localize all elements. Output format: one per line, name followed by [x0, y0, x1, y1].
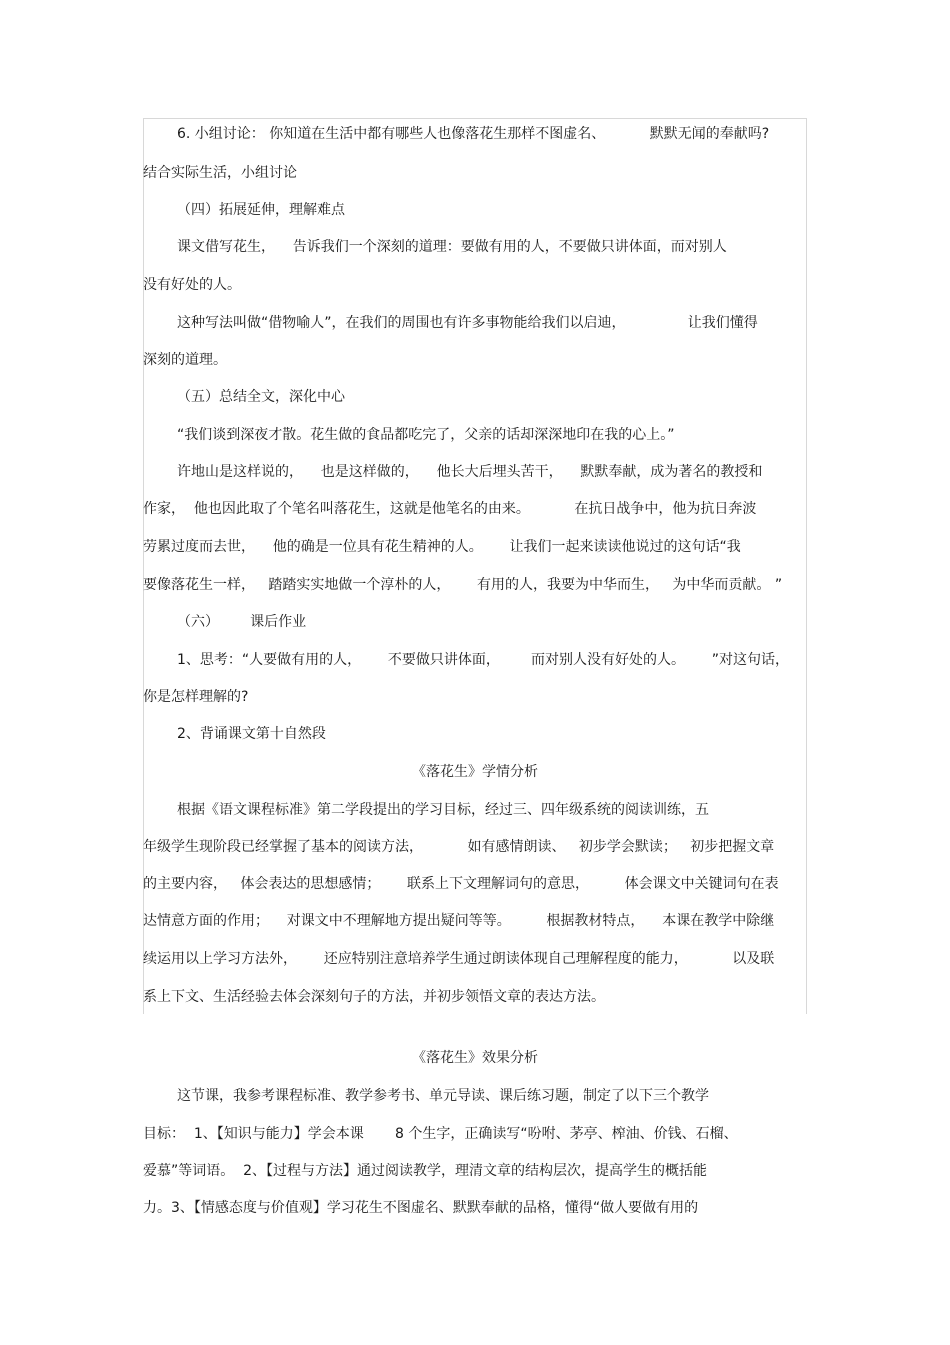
text-line: 没有好处的人。: [143, 277, 241, 293]
text-line: 根据《语文课程标准》第二学段提出的学习目标，经过三、四年级系统的阅读训练，五: [177, 802, 709, 818]
text-line: 劳累过度而去世， 他的确是一位具有花生精神的人。 让我们一起来读读他说过的这句话“我: [143, 539, 741, 555]
text-line: 这节课，我参考课程标准、教学参考书、单元导读、课后练习题，制定了以下三个教学: [177, 1088, 709, 1104]
text-line: 许地山是这样说的， 也是这样做的， 他长大后埋头苦干， 默默奉献，成为著名的教授和: [177, 464, 763, 480]
text-line: 的主要内容， 体会表达的思想感情； 联系上下文理解词句的意思， 体会课文中关键词句在表: [143, 876, 779, 892]
subheading: （五）总结全文，深化中心: [177, 389, 345, 405]
text-line: 你是怎样理解的?: [143, 689, 249, 705]
text-line: 6. 小组讨论： 你知道在生活中都有哪些人也像落花生那样不图虚名、 默默无闻的奉献吗?: [177, 126, 770, 142]
text-line: 系上下文、生活经验去体会深刻句子的方法，并初步领悟文章的表达方法。: [143, 989, 605, 1005]
text-line: 深刻的道理。: [143, 352, 227, 368]
text-line: 力。3、【情感态度与价值观】学习花生不图虚名、默默奉献的品格，懂得“做人要做有用的: [143, 1200, 699, 1216]
text-line: 年级学生现阶段已经掌握了基本的阅读方法， 如有感情朗读、 初步学会默读； 初步把握文章: [143, 839, 775, 855]
text-line: 要像落花生一样， 踏踏实实地做一个淳朴的人， 有用的人，我要为中华而生， 为中华而贡献。 ”: [143, 577, 783, 593]
text-line: 续运用以上学习方法外， 还应特别注意培养学生通过朗读体现自己理解程度的能力， 以及联: [143, 951, 775, 967]
text-line: 1、思考：“人要做有用的人， 不要做只讲体面， 而对别人没有好处的人。 ”对这句话，: [177, 652, 789, 668]
text-line: 结合实际生活，小组讨论: [143, 165, 297, 181]
text-line: 爱慕”等词语。 2、【过程与方法】通过阅读教学，理清文章的结构层次，提高学生的概括能: [143, 1163, 708, 1179]
text-line: 2、背诵课文第十自然段: [177, 726, 326, 742]
subheading: （六） 课后作业: [177, 614, 307, 630]
text-line: 目标： 1、【知识与能力】学会本课 8 个生字，正确读写“吩咐、茅亭、榨油、价钱、石榴、: [143, 1126, 738, 1142]
text-line: 课文借写花生， 告诉我们一个深刻的道理：要做有用的人，不要做只讲体面，而对别人: [177, 239, 727, 255]
section-title: 《落花生》学情分析: [412, 764, 538, 780]
text-line: 作家， 他也因此取了个笔名叫落花生，这就是他笔名的由来。 在抗日战争中，他为抗日奔波: [143, 501, 757, 517]
text-line: 达情意方面的作用； 对课文中不理解地方提出疑问等等。 根据教材特点， 本课在教学中除继: [143, 913, 775, 929]
section-title: 《落花生》效果分析: [412, 1050, 538, 1066]
text-line: 这种写法叫做“借物喻人”，在我们的周围也有许多事物能给我们以启迪， 让我们懂得: [177, 315, 758, 331]
subheading: （四）拓展延伸，理解难点: [177, 202, 345, 218]
quote-line: “我们谈到深夜才散。花生做的食品都吃完了，父亲的话却深深地印在我的心上。”: [177, 427, 675, 443]
